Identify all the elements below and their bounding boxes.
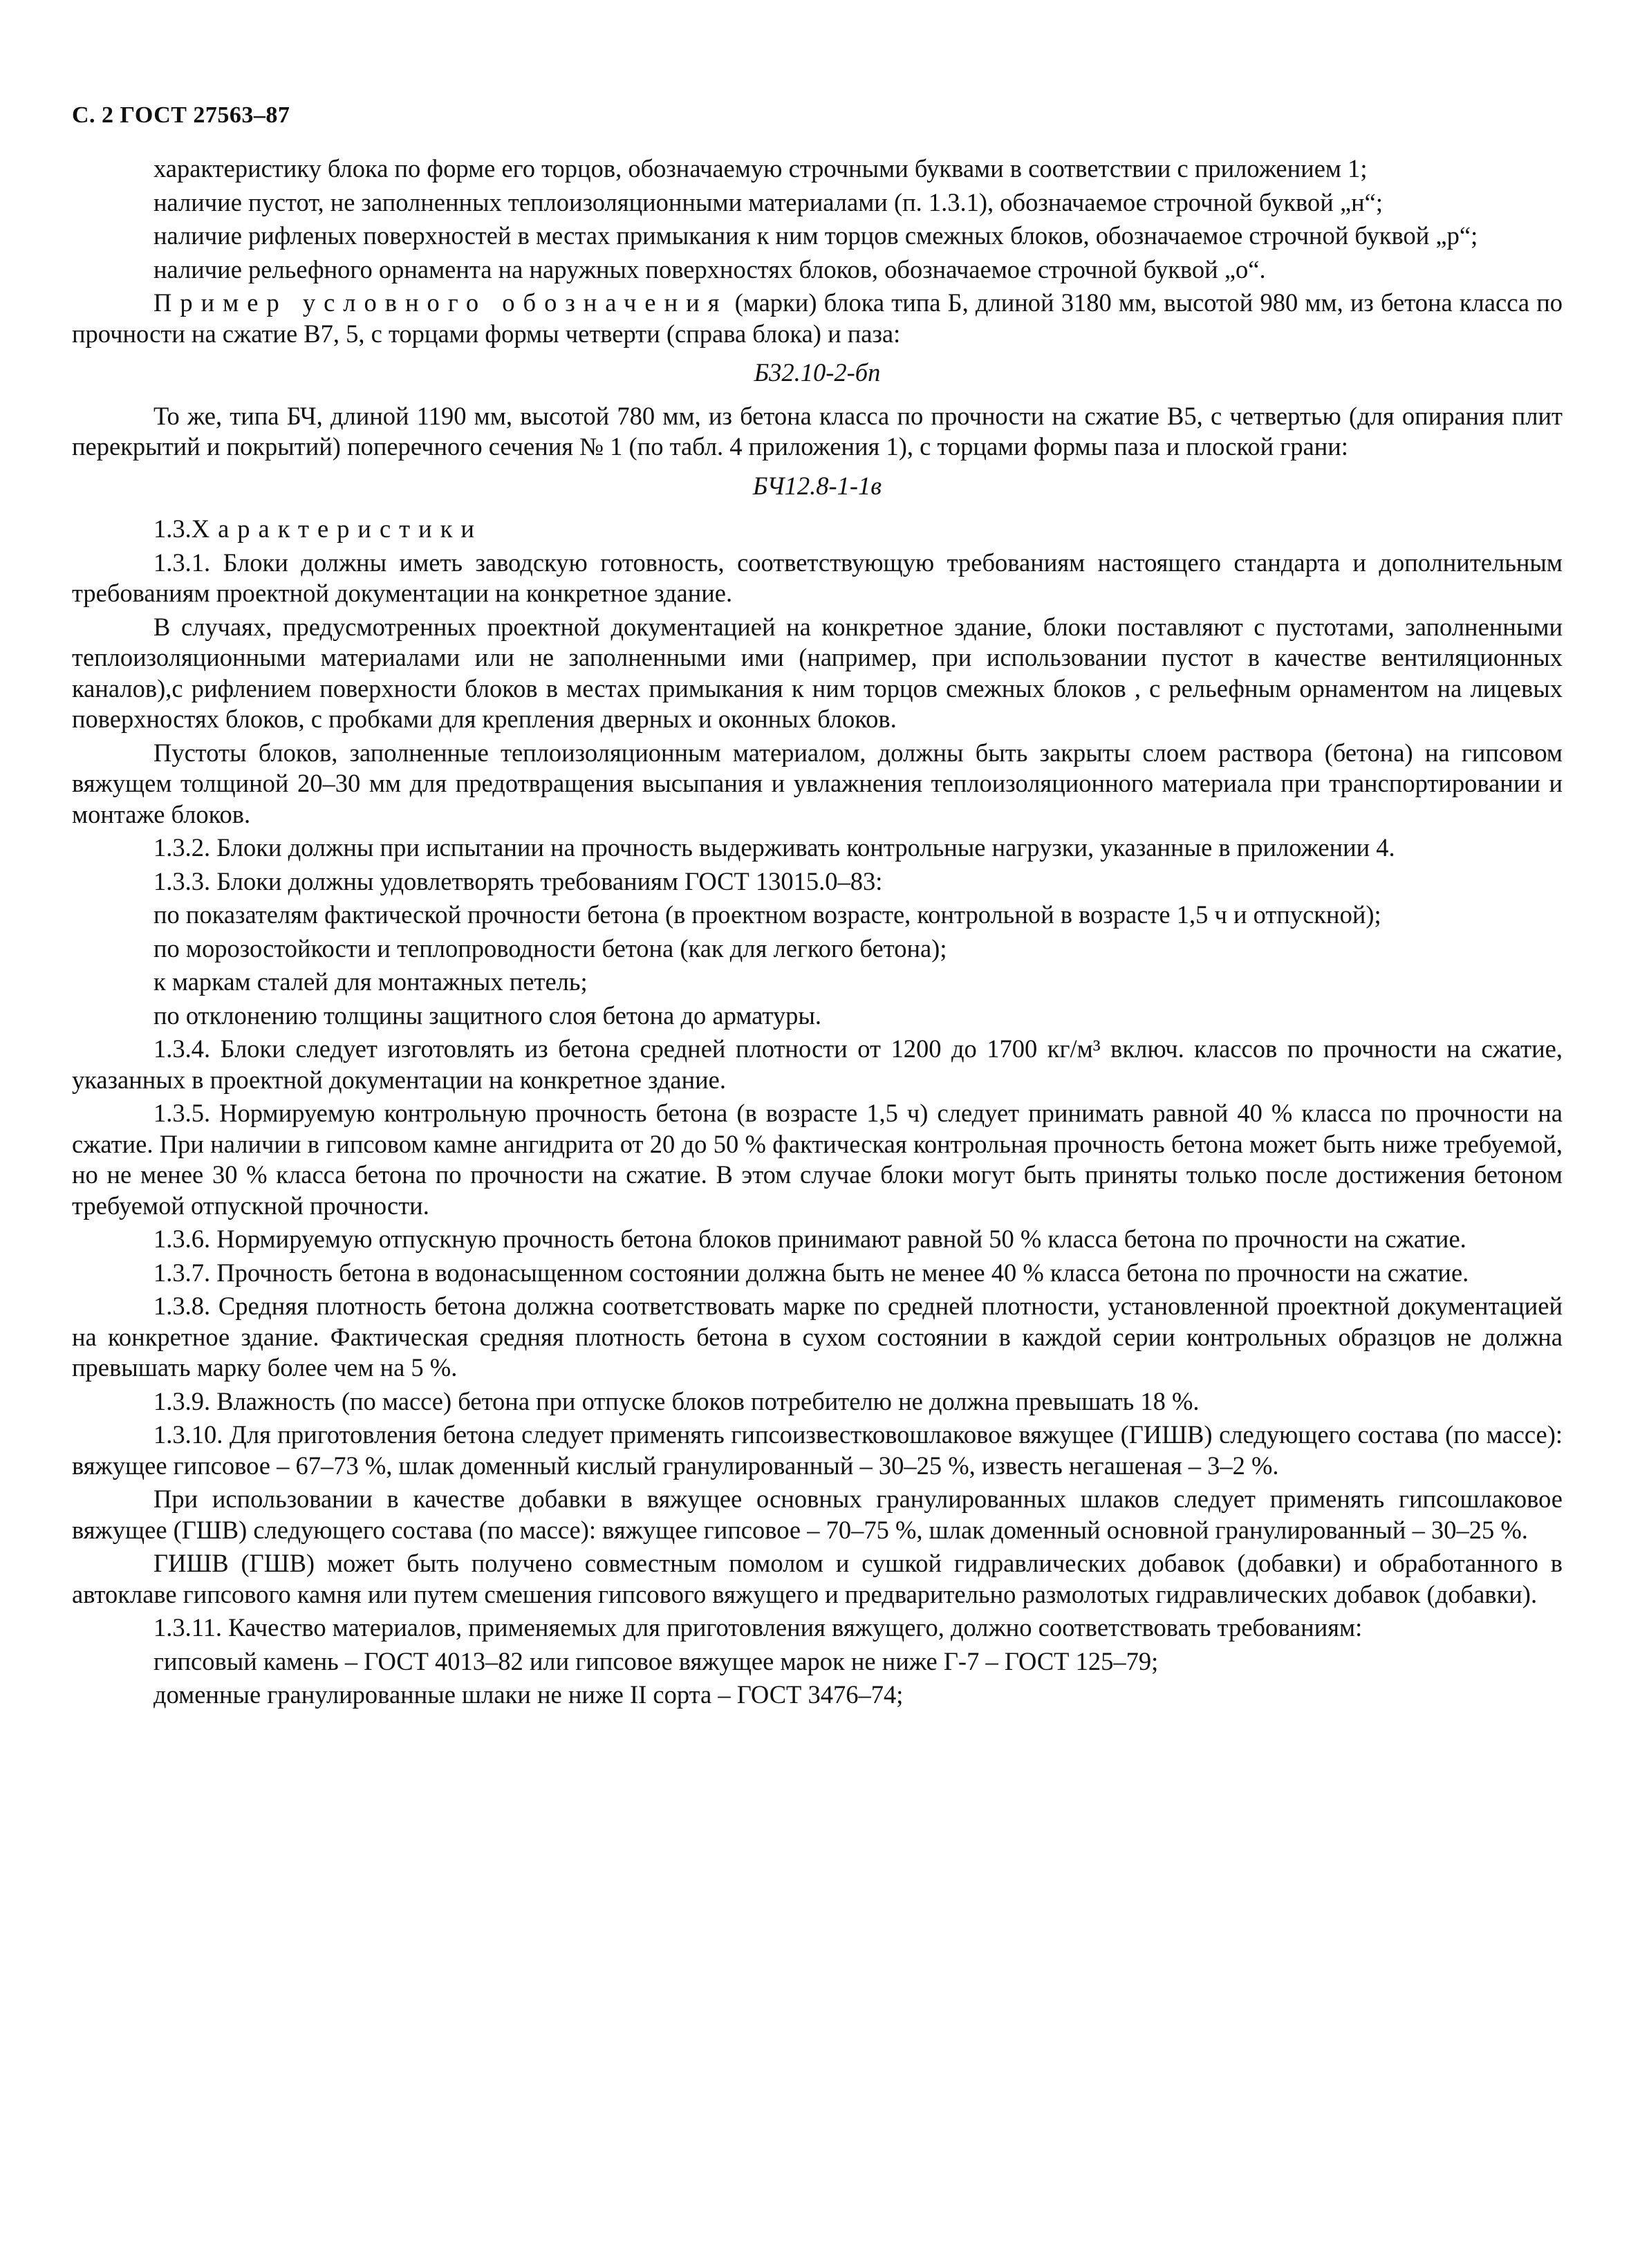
clause: по отклонению толщины защитного слоя бетона до арматуры. xyxy=(153,1001,822,1030)
document-body xyxy=(72,154,1563,1713)
clause: доменные гранулированные шлаки не ниже II сорта – ГОСТ 3476–74; xyxy=(153,1680,904,1709)
clause: 1.3.9. Влажность (по массе) бетона при отпуске блоков потребителю не должна превышать 18 %. xyxy=(153,1386,1200,1415)
clause: ГИШВ (ГШВ) может быть получено совместным помолом и сушкой гидравлических добавок (добавки) и обработанного в автоклаве гипсового камня или путем смешения гипсового вяжущего и предварительно размолотых гидравлических добавок (добавки). xyxy=(72,1549,1563,1608)
clause: 1.3.11. Качество материалов, применяемых для приготовления вяжущего, должно соответствовать требованиям: xyxy=(153,1613,1363,1642)
clause: 1.3.2. Блоки должны при испытании на прочность выдерживать контрольные нагрузки, указанные в приложении 4. xyxy=(153,833,1395,862)
paragraph: наличие рифленых поверхностей в местах примыкания к ним торцов смежных блоков, обозначаемое строчной буквой „р“; xyxy=(153,221,1478,250)
example-label: Пример условного обозначения xyxy=(153,288,728,317)
page-header: С. 2 ГОСТ 27563–87 xyxy=(72,102,290,128)
paragraph: наличие пустот, не заполненных теплоизоляционными материалами (п. 1.3.1), обозначаемое строчной буквой „н“; xyxy=(153,187,1383,216)
clause: к маркам сталей для монтажных петель; xyxy=(153,967,588,996)
clause: 1.3.3. Блоки должны удовлетворять требованиям ГОСТ 13015.0–83: xyxy=(153,866,883,895)
section-title: Характеристики xyxy=(191,514,483,543)
example-2-paragraph: То же, типа БЧ, длиной 1190 мм, высотой 780 мм, из бетона класса по прочности на сжатие В5, с четвертью (для опирания плит перекрытий и покрытий) поперечного сечения № 1 (по табл. 4 приложения 1), с торцами формы паза и плоской грани: xyxy=(72,401,1563,461)
example-text: (марки) блока типа Б, длиной 3180 мм, высотой 980 мм, из бетона класса по прочности на сжатие В7, 5, с торцами формы четверти (справа блока) и паза: xyxy=(72,288,1563,348)
clause: 1.3.10. Для приготовления бетона следует применять гипсоизвестковошлаковое вяжущее (ГИШВ) следующего состава (по массе): вяжущее гипсовое – 67–73 %, шлак доменный кислый гранулированный – 30–25 %, известь негашеная – 3–2 %. xyxy=(72,1420,1563,1480)
example-mark-1: Б32.10-2-бп xyxy=(754,358,881,387)
clause: 1.3.8. Средняя плотность бетона должна соответствовать марке по средней плотности, установленной проектной документацией на конкретное здание. Фактическая средняя плотность бетона в сухом состоянии в каждой серии контрольных образцов не должна превышать марку более чем на 5 %. xyxy=(72,1292,1563,1382)
clause: гипсовый камень – ГОСТ 4013–82 или гипсовое вяжущее марок не ниже Г-7 – ГОСТ 125–79; xyxy=(153,1646,1159,1675)
example-designation-paragraph xyxy=(72,288,1563,349)
example-mark-2: БЧ12.8-1-1в xyxy=(752,471,882,500)
clause: Пустоты блоков, заполненные теплоизоляционным материалом, должны быть закрыты слоем раствора (бетона) на гипсовом вяжущем толщиной 20–30 мм для предотвращения высыпания и увлажнения теплоизоляционного материала при транспортировании и монтаже блоков. xyxy=(72,738,1563,828)
clause: В случаях, предусмотренных проектной документацией на конкретное здание, блоки поставляют с пустотами, заполненными теплоизоляционными материалами или не заполненными ими (например, при использовании пустот в качестве вентиляционных каналов),с рифлением поверхности блоков в местах примыкания к ним торцов смежных блоков , с рельефным орнаментом на лицевых поверхностях блоков, с пробками для крепления дверных и оконных блоков. xyxy=(72,612,1563,733)
clause: 1.3.5. Нормируемую контрольную прочность бетона (в возрасте 1,5 ч) следует принимать равной 40 % класса по прочности на сжатие. При наличии в гипсовом камне ангидрита от 20 до 50 % фактическая контрольная прочность бетона может быть ниже требуемой, но не менее 30 % класса бетона по прочности на сжатие. В этом случае блоки могут быть приняты только после достижения бетоном требуемой отпускной прочности. xyxy=(72,1099,1563,1220)
paragraph: наличие рельефного орнамента на наружных поверхностях блоков, обозначаемое строчной буквой „о“. xyxy=(153,254,1266,284)
clause: по показателям фактической прочности бетона (в проектном возрасте, контрольной в возрасте 1,5 ч и отпускной); xyxy=(153,900,1381,929)
clause: При использовании в качестве добавки в вяжущее основных гранулированных шлаков следует применять гипсошлаковое вяжущее (ГШВ) следующего состава (по массе): вяжущее гипсовое – 70–75 %, шлак доменный основной гранулированный – 30–25 %. xyxy=(72,1485,1563,1544)
clause: по морозостойкости и теплопроводности бетона (как для легкого бетона); xyxy=(153,933,947,963)
clause: 1.3.7. Прочность бетона в водонасыщенном состоянии должна быть не менее 40 % класса бетона по прочности на сжатие. xyxy=(153,1258,1469,1287)
section-number: 1.3. xyxy=(153,514,192,543)
paragraph: характеристику блока по форме его торцов, обозначаемую строчными буквами в соответствии с приложением 1; xyxy=(153,154,1368,183)
clause: 1.3.1. Блоки должны иметь заводскую готовность, соответствующую требованиям настоящего стандарта и дополнительным требованиям проектной документации на конкретное здание. xyxy=(72,548,1563,607)
clause: 1.3.6. Нормируемую отпускную прочность бетона блоков принимают равной 50 % класса бетона по прочности на сжатие. xyxy=(153,1225,1466,1253)
section-heading xyxy=(72,514,1563,545)
clause: 1.3.4. Блоки следует изготовлять из бетона средней плотности от 1200 до 1700 кг/м³ включ. классов по прочности на сжатие, указанных в проектной документации на конкретное здание. xyxy=(72,1034,1563,1094)
